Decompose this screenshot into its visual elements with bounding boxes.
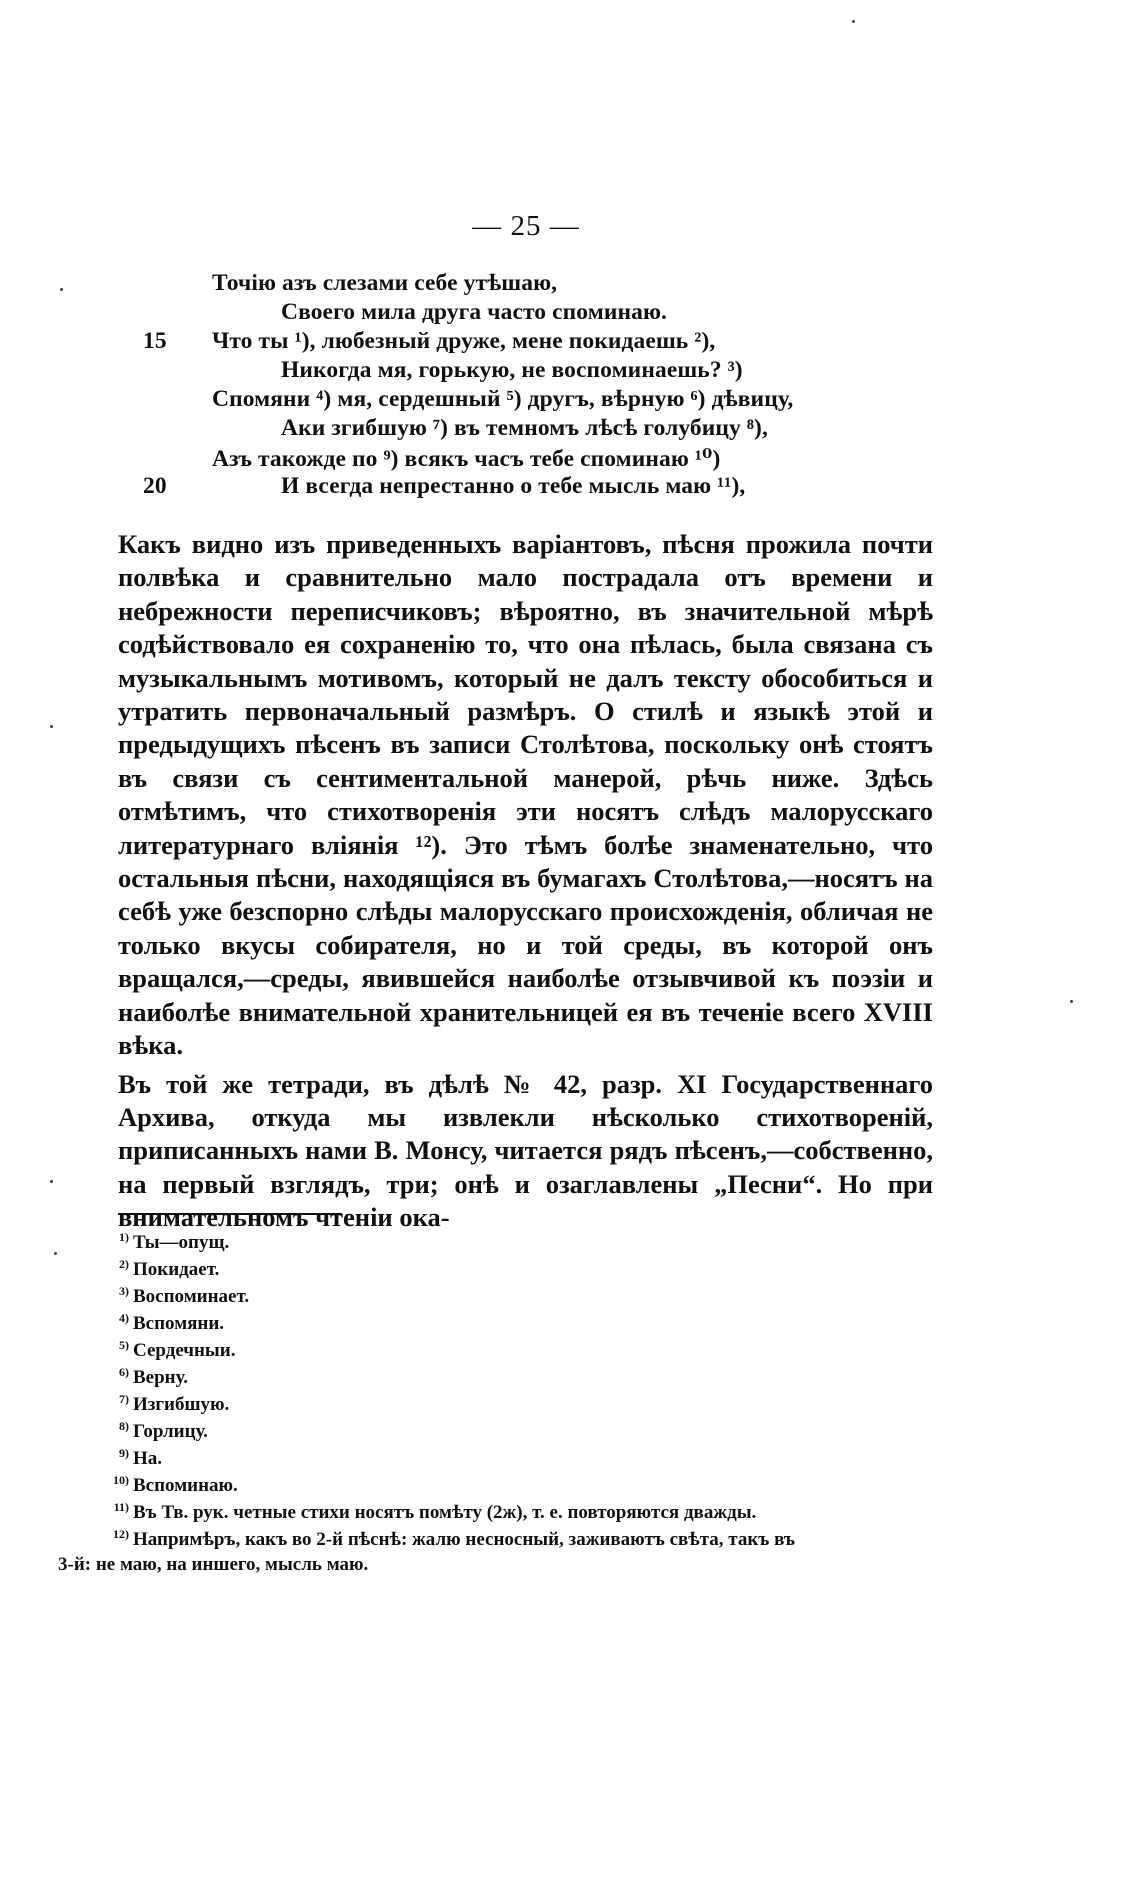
footnote bbox=[105, 1230, 229, 1254]
footnote-text: Въ Тв. рук. четные стихи носятъ помѣту (2ж), т. е. повторяются дважды. bbox=[133, 1502, 757, 1523]
footnote-mark: 12) bbox=[113, 1527, 129, 1541]
poem-line-text: Своего мила друга часто споминаю. bbox=[281, 299, 667, 325]
footnote bbox=[105, 1311, 224, 1335]
footnote-divider bbox=[118, 1213, 342, 1215]
poem-line-text: Азъ такожде по ⁹) всякъ часъ тебе споминаю ¹⁰) bbox=[212, 446, 721, 472]
footnote-continuation bbox=[58, 1554, 368, 1576]
footnote-text: 3-й: не маю, на иншего, мысль маю. bbox=[58, 1554, 369, 1575]
paragraph-text: Въ той же тетради, въ дѣлѣ № 42, разр. XI Государственнаго Архива, откуда мы извлекли нѣсколько стихотвореній, приписанныхъ нами В. Монсу, читается рядъ пѣсенъ,—собственно, на первый взглядъ, три; онѣ и озаглавлены „Песни“. Но при внимательномъ чтеніи ока- bbox=[118, 1068, 933, 1233]
paragraph bbox=[118, 528, 933, 1063]
footnote bbox=[105, 1446, 162, 1470]
footnote-mark: 1) bbox=[119, 1230, 129, 1244]
footnote-text: Сердечныи. bbox=[133, 1340, 236, 1361]
footnote bbox=[105, 1257, 219, 1281]
footnote bbox=[105, 1365, 188, 1389]
footnote-mark: 3) bbox=[119, 1284, 129, 1298]
footnote bbox=[105, 1527, 795, 1551]
scan-speck bbox=[50, 1180, 53, 1183]
paragraph bbox=[118, 1068, 933, 1235]
footnote-text: На. bbox=[133, 1448, 163, 1469]
footnote-mark: 4) bbox=[119, 1311, 129, 1325]
footnote-text: Изгибшую. bbox=[133, 1394, 230, 1415]
footnote-mark: 8) bbox=[119, 1419, 129, 1433]
footnote bbox=[105, 1419, 208, 1443]
paragraph-text: Какъ видно изъ приведенныхъ варіантовъ, пѣсня прожила почти полвѣка и сравнительно мало пострадала отъ времени и небрежности переписчиковъ; вѣроятно, въ значительной мѣрѣ содѣйствовало ея сохраненію то, что она пѣлась, была связана съ музыкальнымъ мотивомъ, который не далъ тексту обособиться и утратить первоначальный размѣръ. О стилѣ и языкѣ этой и предыдущихъ пѣсенъ въ записи Столѣтова, поскольку онѣ стоятъ въ связи съ сентиментальной манерой, рѣчь ниже. Здѣсь отмѣтимъ, что стихотворенія эти носятъ слѣдъ малорусскаго литературнаго вліянія ¹²). Это тѣмъ болѣе знаменательно, что остальныя пѣсни, находящіяся въ бумагахъ Столѣтова,—носятъ на себѣ уже безспорно слѣды малорусскаго происхожденія, обличая не только вкусы собирателя, но и той среды, въ которой онъ вращался,—среды, явившейся наиболѣе отзывчивой къ поэзіи и наиболѣе внимательной хранительницей ея въ теченіе всего XVIII вѣка. bbox=[118, 529, 933, 1061]
footnote-mark: 6) bbox=[119, 1365, 129, 1379]
footnote-mark: 5) bbox=[119, 1338, 129, 1352]
poem-line-text: И всегда непрестанно о тебе мысль маю ¹¹), bbox=[281, 473, 746, 499]
footnote-mark: 11) bbox=[113, 1500, 129, 1514]
footnote bbox=[105, 1284, 249, 1308]
footnote bbox=[105, 1392, 229, 1416]
footnote-text: Ты—опущ. bbox=[133, 1232, 230, 1253]
footnote-text: Воспоминает. bbox=[133, 1286, 250, 1307]
line-number: 20 bbox=[143, 473, 167, 499]
footnote bbox=[105, 1473, 238, 1497]
footnote-text: Верну. bbox=[133, 1367, 188, 1388]
line-number: 15 bbox=[143, 328, 167, 354]
scan-speck bbox=[852, 20, 855, 23]
footnote-mark: 9) bbox=[119, 1446, 129, 1460]
footnote-mark: 7) bbox=[119, 1392, 129, 1406]
scan-speck bbox=[54, 1252, 57, 1255]
footnote-mark: 2) bbox=[119, 1257, 129, 1271]
footnote-text: Покидает. bbox=[133, 1259, 220, 1280]
footnote-text: Горлицу. bbox=[133, 1421, 208, 1442]
page-number: — 25 — bbox=[472, 210, 580, 242]
scan-speck bbox=[60, 288, 63, 291]
poem-line-text: Никогда мя, горькую, не воспоминаешь? ³) bbox=[281, 357, 743, 383]
footnote-text: Вспомяни. bbox=[133, 1313, 225, 1334]
body-text bbox=[118, 528, 933, 1235]
footnote-text: Вспоминаю. bbox=[133, 1475, 238, 1496]
poem-line-text: Что ты ¹), любезный друже, мене покидаешь ²), bbox=[212, 328, 716, 354]
footnote bbox=[105, 1338, 235, 1362]
footnote-text: Напримѣръ, какъ во 2-й пѣснѣ: жалю несносный, заживаютъ свѣта, такъ въ bbox=[133, 1529, 795, 1550]
scan-speck bbox=[50, 725, 53, 728]
poem-line-text: Спомяни ⁴) мя, сердешный ⁵) другъ, вѣрную ⁶) дѣвицу, bbox=[212, 386, 794, 412]
poem-line-text: Точію азъ слезами себе утѣшаю, bbox=[212, 270, 558, 296]
scan-speck bbox=[1070, 1000, 1073, 1003]
footnote bbox=[105, 1500, 756, 1524]
footnote-mark: 10) bbox=[113, 1473, 129, 1487]
poem-line-text: Аки згибшую ⁷) въ темномъ лѣсѣ голубицу ⁸), bbox=[281, 415, 768, 441]
